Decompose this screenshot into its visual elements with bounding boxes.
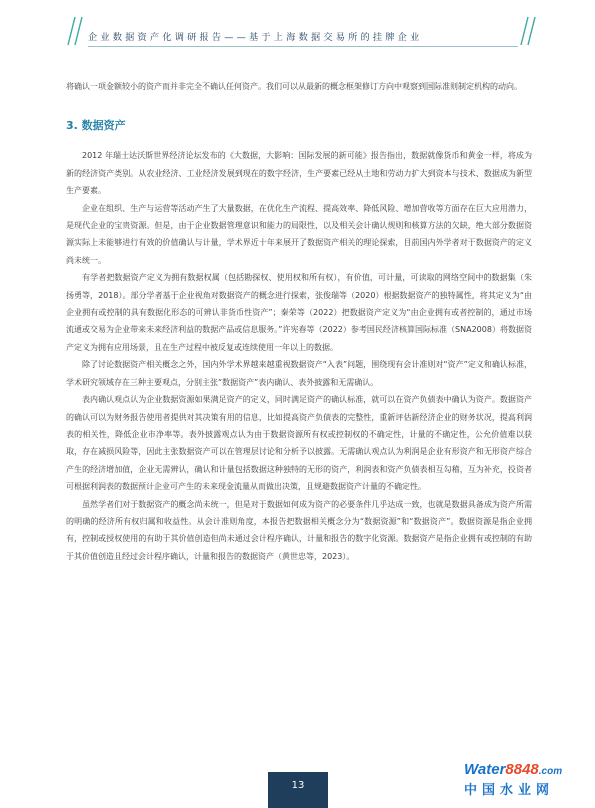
section-heading: 3. 数据资产 xyxy=(66,119,126,133)
paragraph: 有学者把数据资产定义为拥有数据权属（包括勘探权、使用权和所有权），有价值，可计量，可读取的网络空间中的数据集（朱扬勇等，2018）。部分学者基于企业视角对数据资产的概念进行探索，张俊瑞等（2020）根据数据资产的独特属性，将其定义为“由企业拥有或控制的具有数据化形态的可辨认非货币性资产”；秦荣等（2022）把数据资产定义为“由企业拥有或者控制的，通过市场流通或交易为企业带来未来经济利益的数据产品或信息服务。”许宪春等（2022）参考国民经济核算国际标准（SNA2008）将数据资产定义为拥有应用场景，且在生产过程中被反复或连续使用一年以上的数据。 xyxy=(66,273,532,352)
watermark-text-water: Water xyxy=(464,761,506,778)
paragraph: 企业在组织、生产与运营等活动产生了大量数据，在优化生产流程、提高效率、降低风险、增加营收等方面存在巨大应用潜力，是现代企业的宝贵资源。但是，由于企业数据管理意识和能力的局限性，以及相关会计确认规则和核算方法的欠缺，绝大部分数据资源实际上未能够进行有效的价值确认与计量，学术界近十年来展开了数据资产相关的理论探索，目前国内外学者对于数据资产的定义尚未统一。 xyxy=(66,203,532,265)
watermark-logo xyxy=(464,761,589,805)
page-header xyxy=(0,0,595,58)
header-divider xyxy=(88,46,518,47)
header-title: 企业数据资产化调研报告——基于上海数据交易所的挂牌企业 xyxy=(88,32,423,43)
paragraph: 将确认一项金额较小的资产而并非完全不确认任何资产。我们可以从最新的概念框架修订方向中观察到国际准则制定机构的动向。 xyxy=(66,82,522,91)
watermark-text-number: 8848 xyxy=(505,761,539,778)
double-slash-icon xyxy=(66,16,86,46)
double-slash-icon xyxy=(519,16,539,46)
page-number: 13 xyxy=(268,772,328,808)
paragraph: 除了讨论数据资产相关概念之外，国内外学术界越来越重视数据资产“入表”问题，围绕现有会计准则对“资产”定义和确认标准，学术研究领域存在三种主要观点，分别主张“数据资产”表内确认、表外披露和无需确认。 xyxy=(66,360,532,387)
paragraph: 表内确认观点认为企业数据资源如果满足资产的定义，同时满足资产的确认标准，就可以在资产负债表中确认为资产。数据资产的确认可以为财务报告使用者提供对其决策有用的信息，比如提高资产负债表的完整性，重新评估新经济企业的财务状况，提高利润表的相关性，降低企业市净率等。表外披露观点认为由于数据资源所有权或控制权的不确定性，计量的不确定性，公允价值难以获取，存在减损风险等，因此主张数据资产可以在管理层讨论和分析予以披露。无需确认观点认为利润是企业有形资产和无形资产综合产生的经济增加值，企业无需辨认，确认和计量包括数据这种独特的无形的资产，利润表和资产负债表相互勾稽，互为补充，投资者可根据利润表的数据预计企业可产生的未来现金流量从而做出决策，且规避数据资产计量的不确定性。 xyxy=(66,395,532,492)
watermark-cn-name: 中国水业网 xyxy=(464,783,555,798)
paragraph: 虽然学者们对于数据资产的概念尚未统一，但是对于数据如何成为资产的必要条件几乎达成一致，也就是数据具备成为资产所需的明确的经济所有权归属和收益性。从会计准则角度，本报告把数据相关概念分为“数据资源”和“数据资产”。数据资源是指企业拥有，控制或授权使用的有助于其价值创造但尚未通过会计程序确认，计量和报告的数字化资源。数据资产是指企业拥有或控制的有助于其价值创造且经过会计程序确认，计量和报告的数据资产（黄世忠等，2023）。 xyxy=(66,499,532,561)
paragraph: 2012 年瑞士达沃斯世界经济论坛发布的《大数据，大影响：国际发展的新可能》报告指出，数据就像货币和黄金一样，将成为新的经济资产类别。从农业经济、工业经济发展到现在的数字经济，生产要素已经从土地和劳动力扩大到资本与技术、数据成为新型生产要素。 xyxy=(66,151,532,196)
page-body xyxy=(66,78,532,565)
watermark-text-domain: .com xyxy=(538,766,563,777)
